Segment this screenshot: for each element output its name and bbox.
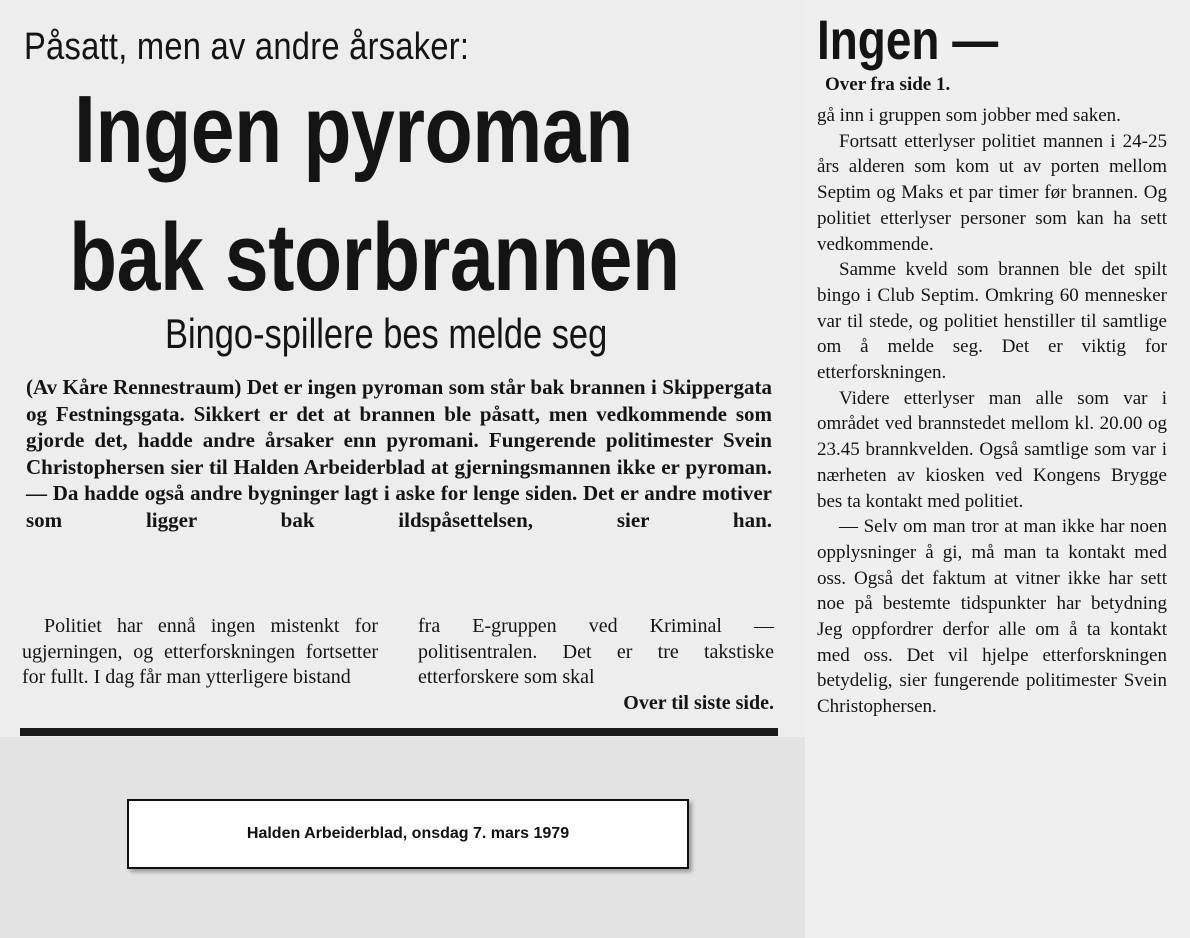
lead-paragraph [26, 374, 772, 533]
article-kicker: Påsatt, men av andre årsaker: [24, 26, 470, 68]
body-column-2 [418, 614, 774, 716]
body-column-1 [22, 614, 378, 691]
continued-from-page-1: Over fra side 1. [825, 74, 951, 95]
continuation-paragraph: Videre etterlyser man alle som var i området ved brannstedet mellom kl. 20.00 og 23.45 brannkvelden. Også samtlige som var i nærheten av kiosken ved Kongens Brygge bes ta kontakt med politiet. [817, 387, 1167, 512]
bottom-rule [20, 728, 778, 736]
continuation-paragraph: Fortsatt etterlyser politiet mannen i 24-25 års alderen som kom ut av porten mellom Septim og Maks et par timer før brannen. Og politiet etterlyser personer som kan ha sett vedkommende. [817, 130, 1167, 255]
right-newspaper-clipping [805, 0, 1190, 938]
continued-on-last-page: Over til siste side. [623, 691, 774, 714]
column-2-text: fra E-gruppen ved Kriminal — politisentralen. Det er tre takstiske etterforskere som skal [418, 615, 774, 688]
continuation-paragraph: — Selv om man tror at man ikke har noen opplysninger å gi, må man ta kontakt med oss. Også det faktum at vitner ikke har sett noe på bestemte tidspunkter har betydning Jeg oppfordrer derfor alle om å ta kontakt med oss. Det vil hjelpe etterforskningen betydelig, sier fungerende politimester Svein Christophersen. [817, 516, 1167, 718]
continuation-paragraph: gå inn i gruppen som jobber med saken. [817, 105, 1121, 126]
column-1-text: Politiet har ennå ingen mistenkt for ugjerningen, og etterforskningen fortsetter for fullt. I dag får man ytterligere bistand [22, 615, 378, 688]
continuation-title: Ingen — [817, 8, 999, 71]
continuation-paragraph: Samme kveld som brannen ble det spilt bingo i Club Septim. Omkring 60 mennesker var til stede, og politiet henstiller til samtlige om å melde seg. Det er viktig for etterforskningen. [817, 259, 1167, 384]
headline-line-1: Ingen pyroman [74, 76, 633, 183]
headline-line-2: bak storbrannen [69, 204, 680, 311]
subheadline: Bingo-spillere bes melde seg [165, 310, 608, 357]
caption-text: Halden Arbeiderblad, onsdag 7. mars 1979 [246, 825, 570, 842]
continuation-body [817, 103, 1167, 720]
source-caption [127, 799, 689, 869]
lead-text: (Av Kåre Rennestraum) Det er ingen pyroman som står bak brannen i Skippergata og Festningsgata. Sikkert er det at brannen ble påsatt, men vedkommende som gjorde det, hadde andre årsaker enn pyromani. Fungerende politimester Svein Christophersen sier til Halden Arbeiderblad at gjerningsmannen ikke er pyroman. — Da hadde også andre bygninger lagt i aske for lenge siden. Det er andre motiver som ligger bak ildspåsettelsen, sier han. [26, 375, 772, 532]
